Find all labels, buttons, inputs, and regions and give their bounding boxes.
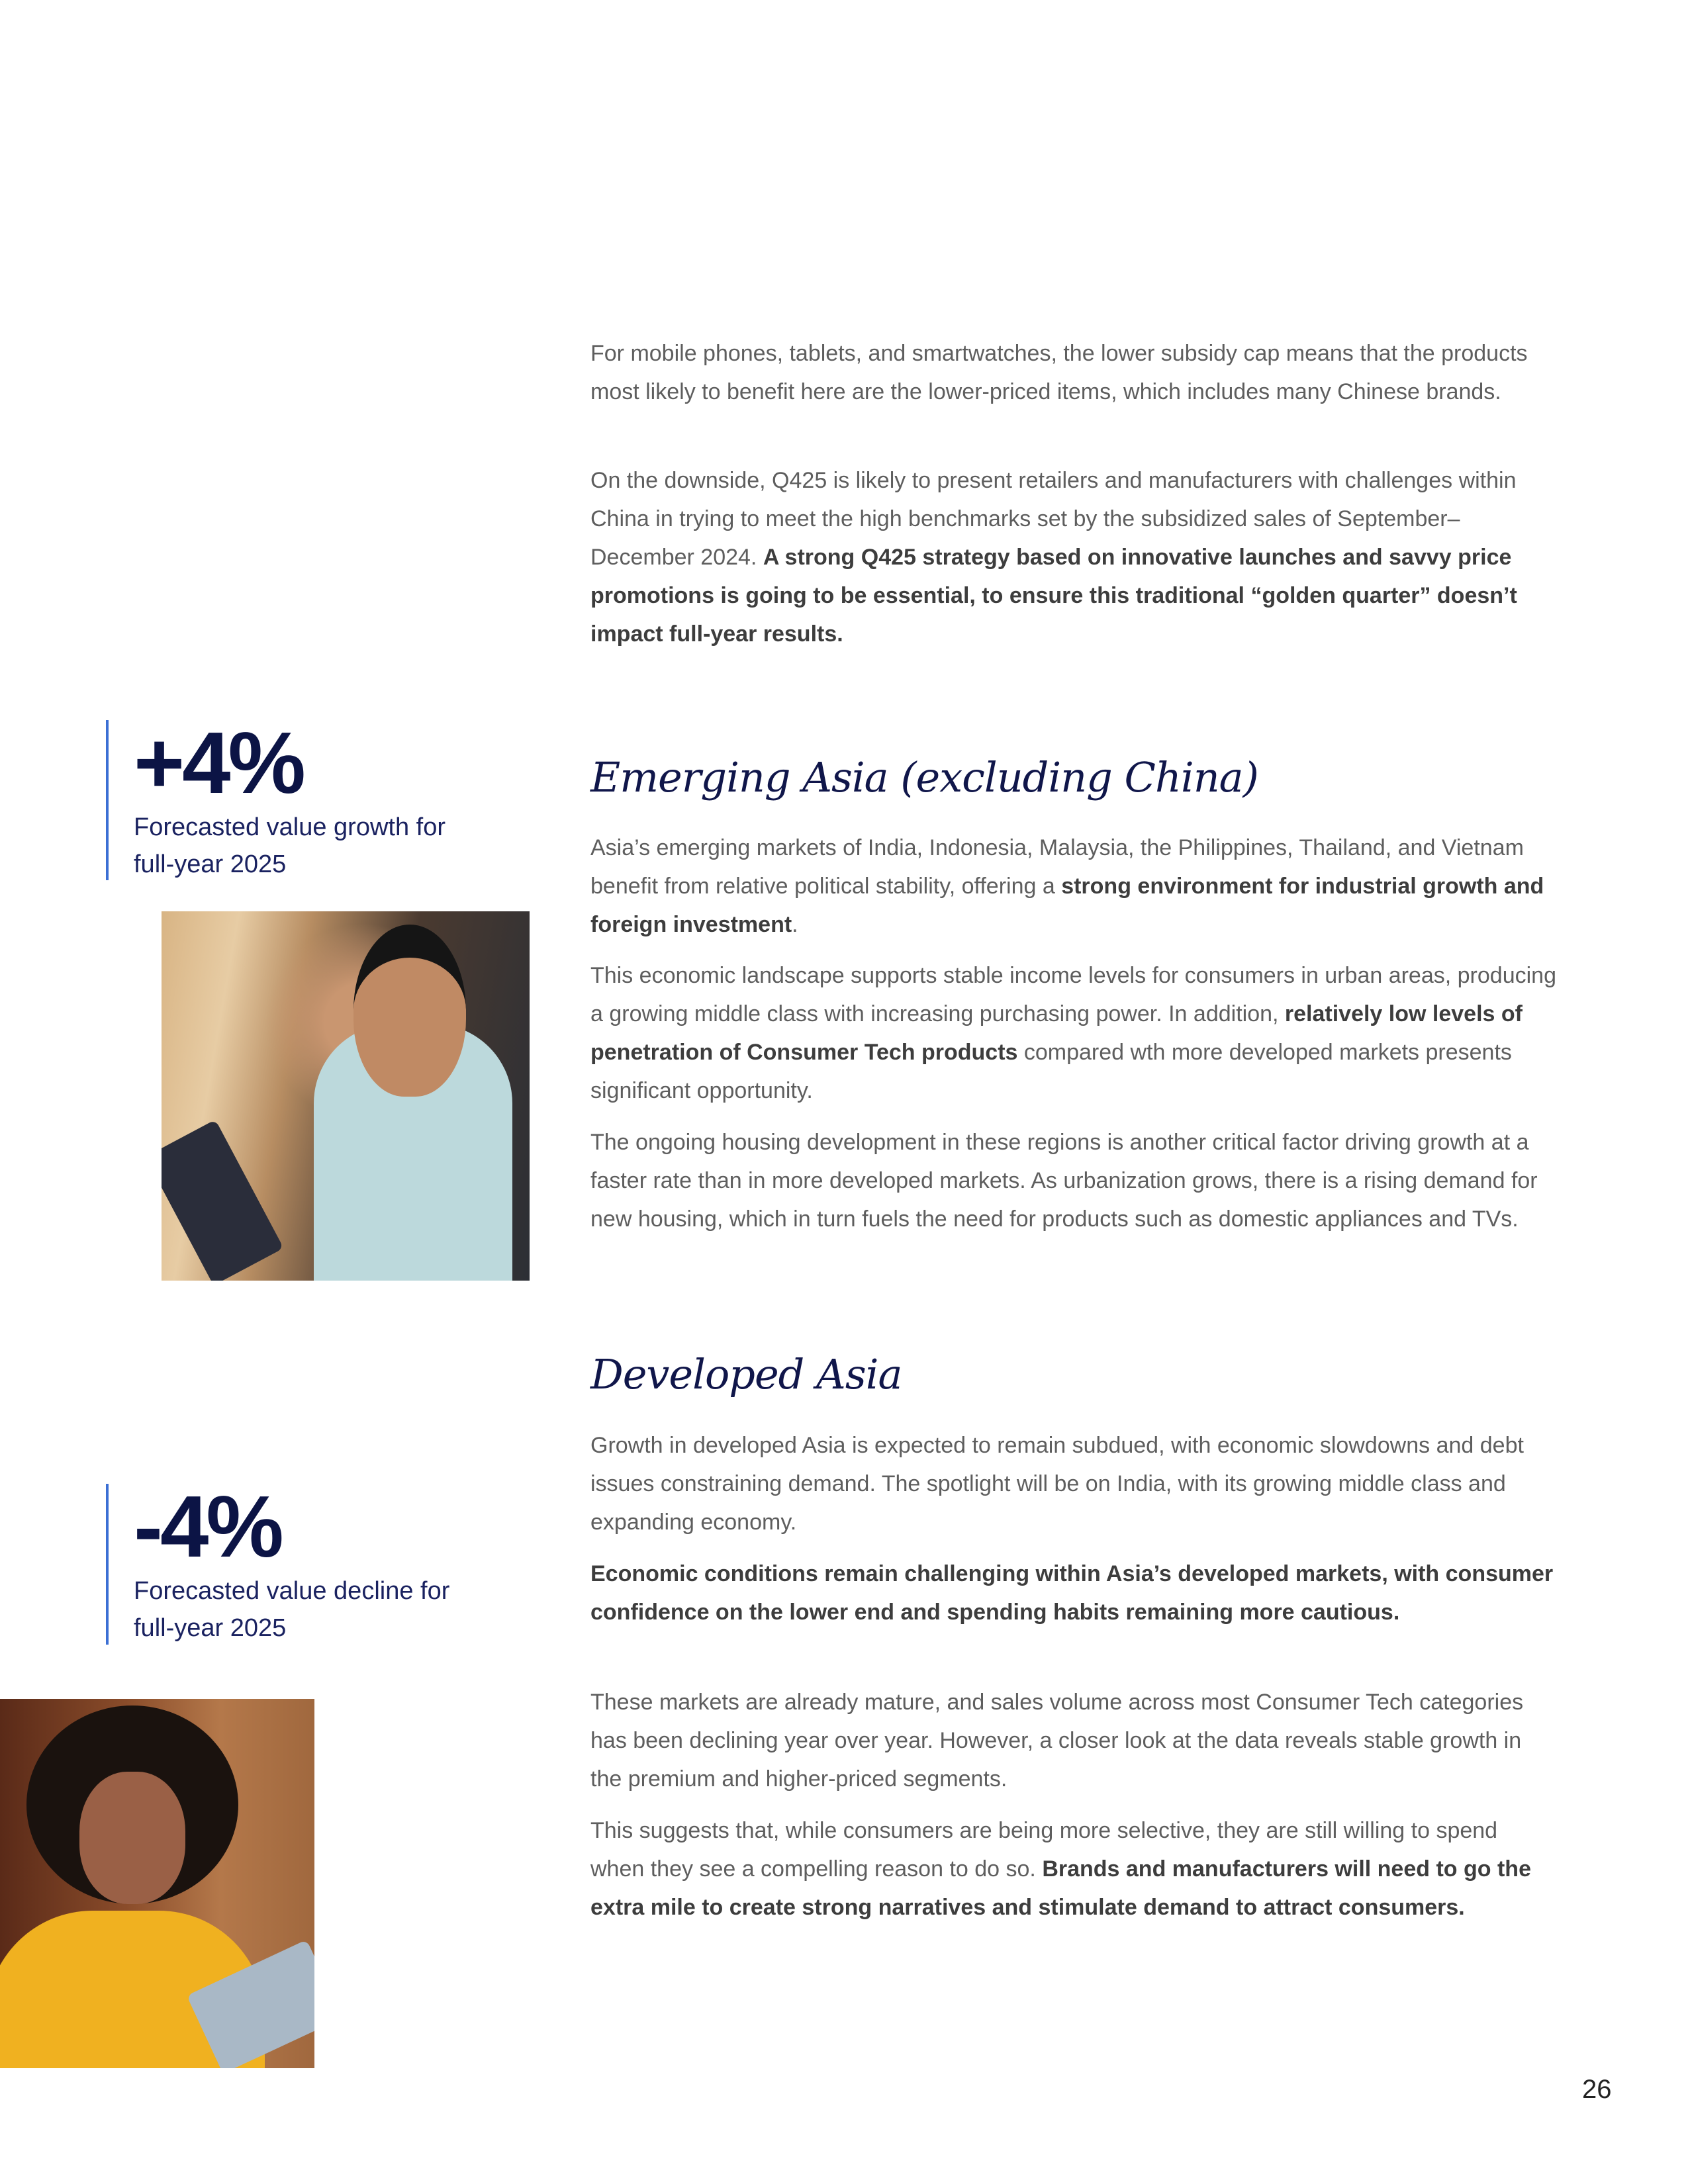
emerging-paragraph-2 bbox=[590, 956, 1557, 1110]
text: Asia’s emerging markets of India, Indonesia, Malaysia, the Philippines, Thailand, and Vietnam benefit from relative political stability, offering a bbox=[590, 835, 1524, 899]
text: This economic landscape supports stable income levels for consumers in urban areas, producing a growing middle class with increasing purchasing power. In addition, bbox=[590, 963, 1556, 1026]
developed-paragraph-4 bbox=[590, 1811, 1557, 1927]
bold-text: strong environment for industrial growth and foreign investment bbox=[590, 874, 1544, 937]
section-heading-emerging-asia: Emerging Asia (excluding China) bbox=[590, 753, 1258, 801]
intro-paragraph-1: For mobile phones, tablets, and smartwatches, the lower subsidy cap means that the products most likely to benefit here are the lower-priced items, which includes many Chinese brands. bbox=[590, 341, 1528, 404]
bold-text: Brands and manufacturers will need to go the extra mile to create strong narratives and stimulate demand to attract consumers. bbox=[590, 1856, 1531, 1920]
text: On the downside, Q425 is likely to present retailers and manufacturers with challenges within China in trying to meet the high benchmarks set by the subsidized sales of September–December 2024. bbox=[590, 468, 1517, 570]
tablet-shape bbox=[162, 1120, 284, 1281]
emerging-paragraph-1 bbox=[590, 829, 1557, 944]
intro-paragraph-2 bbox=[590, 461, 1557, 653]
bold-text: relatively low levels of penetration of Consumer Tech products bbox=[590, 1001, 1523, 1065]
stat-growth bbox=[106, 714, 451, 880]
developed-paragraph-1: Growth in developed Asia is expected to remain subdued, with economic slowdowns and debt issues constraining demand. The spotlight will be on India, with its growing middle class and expanding economy. bbox=[590, 1433, 1524, 1535]
text: This suggests that, while consumers are being more selective, they are still willing to spend when they see a compelling reason to do so. bbox=[590, 1818, 1498, 1882]
section-heading-developed-asia: Developed Asia bbox=[590, 1350, 902, 1398]
man-with-tablet-photo bbox=[162, 911, 530, 1281]
bold-text: Economic conditions remain challenging within Asia’s developed markets, with consumer confidence on the lower end and spending habits remaining more cautious. bbox=[590, 1561, 1554, 1625]
woman-with-card-photo bbox=[0, 1699, 314, 2068]
stat-value: +4% bbox=[134, 714, 303, 811]
head-shape bbox=[353, 925, 466, 1097]
text: compared wth more developed markets presents significant opportunity. bbox=[590, 1040, 1512, 1103]
bold-text: A strong Q425 strategy based on innovative launches and savvy price promotions is going to be essential, to ensure this traditional “golden quarter” doesn’t impact full-year results. bbox=[590, 545, 1517, 647]
page-number: 26 bbox=[1582, 2075, 1612, 2104]
stat-caption: Forecasted value decline for full-year 2025 bbox=[134, 1577, 450, 1642]
stat-caption: Forecasted value growth for full-year 2025 bbox=[134, 813, 446, 878]
stat-value: -4% bbox=[134, 1478, 281, 1575]
text: . bbox=[792, 912, 798, 937]
developed-paragraph-2 bbox=[590, 1555, 1557, 1631]
stat-decline bbox=[106, 1478, 465, 1645]
emerging-paragraph-3: The ongoing housing development in these regions is another critical factor driving growth at a faster rate than in more developed markets. As urbanization grows, there is a rising demand for new housing, which in turn fuels the need for products such as domestic appliances and TVs. bbox=[590, 1130, 1538, 1232]
developed-paragraph-3: These markets are already mature, and sales volume across most Consumer Tech categories has been declining year over year. However, a closer look at the data reveals stable growth in the premium and higher-priced segments. bbox=[590, 1690, 1524, 1792]
face-shape bbox=[79, 1772, 185, 1904]
